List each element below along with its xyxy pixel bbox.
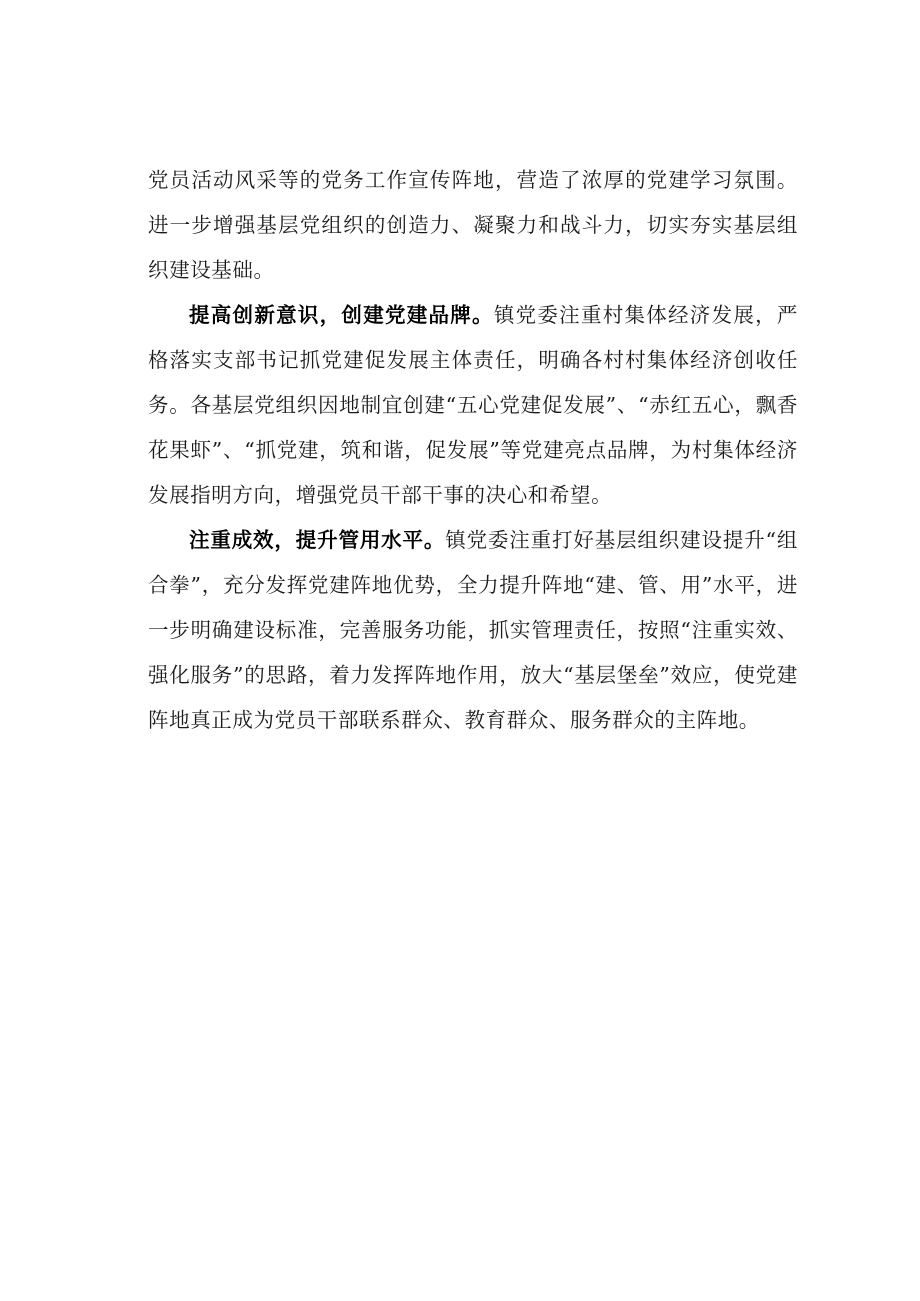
paragraph-innovation-brand bbox=[148, 293, 798, 518]
paragraph-body: 党员活动风采等的党务工作宣传阵地，营造了浓厚的党建学习氛围。进一步增强基层党组织的创造力、凝聚力和战斗力，切实夯实基层组织建设基础。 bbox=[148, 168, 798, 282]
paragraph-heading: 注重成效，提升管用水平。 bbox=[189, 528, 446, 552]
paragraph-effectiveness bbox=[148, 518, 798, 743]
document-body bbox=[148, 158, 798, 743]
paragraph-continuation bbox=[148, 158, 798, 293]
paragraph-heading: 提高创新意识，创建党建品牌。 bbox=[189, 303, 494, 327]
paragraph-body: 镇党委注重村集体经济发展，严格落实支部书记抓党建促发展主体责任，明确各村村集体经济创收任务。各基层党组织因地制宜创建“五心党建促发展”、“赤红五心，飘香花果虾”、“抓党建，筑和谐，促发展”等党建亮点品牌，为村集体经济发展指明方向，增强党员干部干事的决心和希望。 bbox=[148, 303, 798, 507]
paragraph-body: 镇党委注重打好基层组织建设提升“组合拳”，充分发挥党建阵地优势，全力提升阵地“建、管、用”水平，进一步明确建设标准，完善服务功能，抓实管理责任，按照“注重实效、强化服务”的思路，着力发挥阵地作用，放大“基层堡垒”效应，使党建阵地真正成为党员干部联系群众、教育群众、服务群众的主阵地。 bbox=[148, 528, 798, 732]
